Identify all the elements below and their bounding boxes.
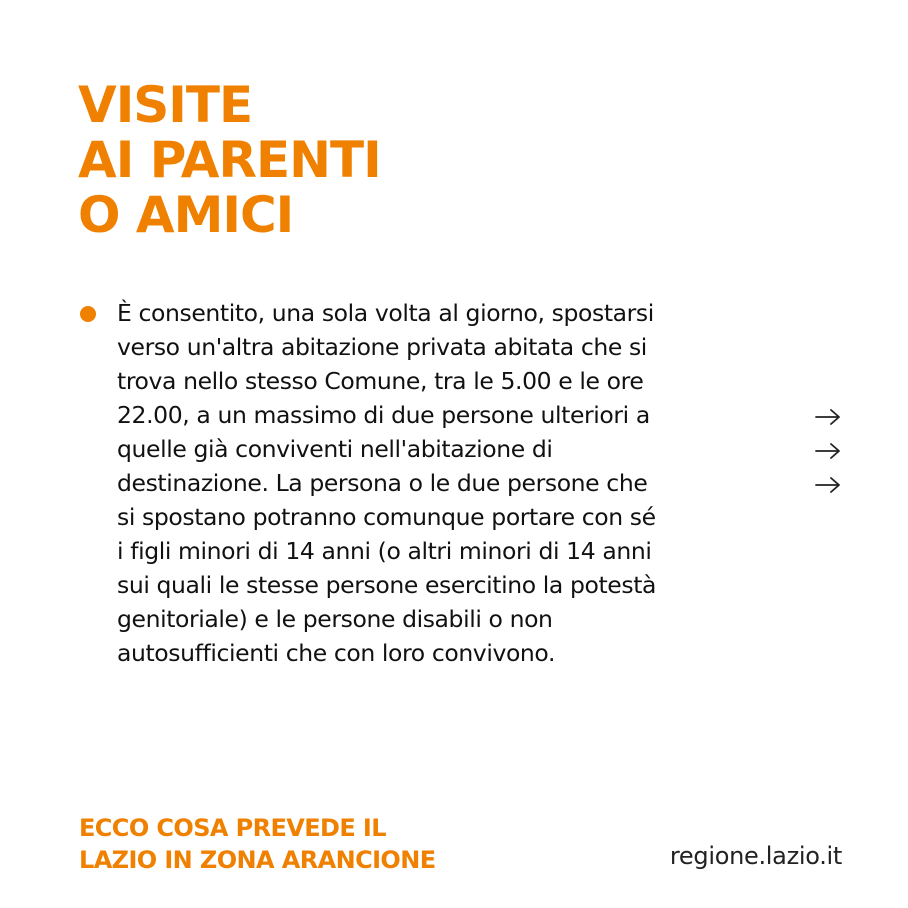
body-line: si spostano potranno comunque portare con sé xyxy=(117,503,656,531)
title-line-2: AI PARENTI xyxy=(78,131,381,189)
body-line: genitoriale) e le persone disabili o non xyxy=(117,605,553,633)
website-link[interactable]: regione.lazio.it xyxy=(669,842,842,870)
body-line: sui quali le stesse persone esercitino la potestà xyxy=(117,571,657,599)
page-title xyxy=(78,78,381,243)
body-paragraph xyxy=(117,296,787,670)
body-line: 22.00, a un massimo di due persone ulteriori a xyxy=(117,401,650,429)
body-line: trova nello stesso Comune, tra le 5.00 e le ore xyxy=(117,367,644,395)
body-line: quelle già conviventi nell'abitazione di xyxy=(117,435,553,463)
bullet-dot-icon xyxy=(80,306,96,322)
body-line: autosufficienti che con loro convivono. xyxy=(117,639,556,667)
arrow-right-icon xyxy=(814,434,844,468)
footer-headline-line-2: LAZIO IN ZONA ARANCIONE xyxy=(79,846,436,874)
body-line: verso un'altra abitazione privata abitata che si xyxy=(117,333,647,361)
body-line: i figli minori di 14 anni (o altri minori di 14 anni xyxy=(117,537,652,565)
title-line-1: VISITE xyxy=(78,76,253,134)
footer-headline xyxy=(79,812,436,876)
arrow-right-icon xyxy=(814,400,844,434)
body-line: È consentito, una sola volta al giorno, spostarsi xyxy=(117,299,654,327)
footer-headline-line-1: ECCO COSA PREVEDE IL xyxy=(79,814,386,842)
swipe-hint xyxy=(814,400,844,502)
title-line-3: O AMICI xyxy=(78,186,294,244)
body-line: destinazione. La persona o le due persone che xyxy=(117,469,648,497)
arrow-right-icon xyxy=(814,468,844,502)
